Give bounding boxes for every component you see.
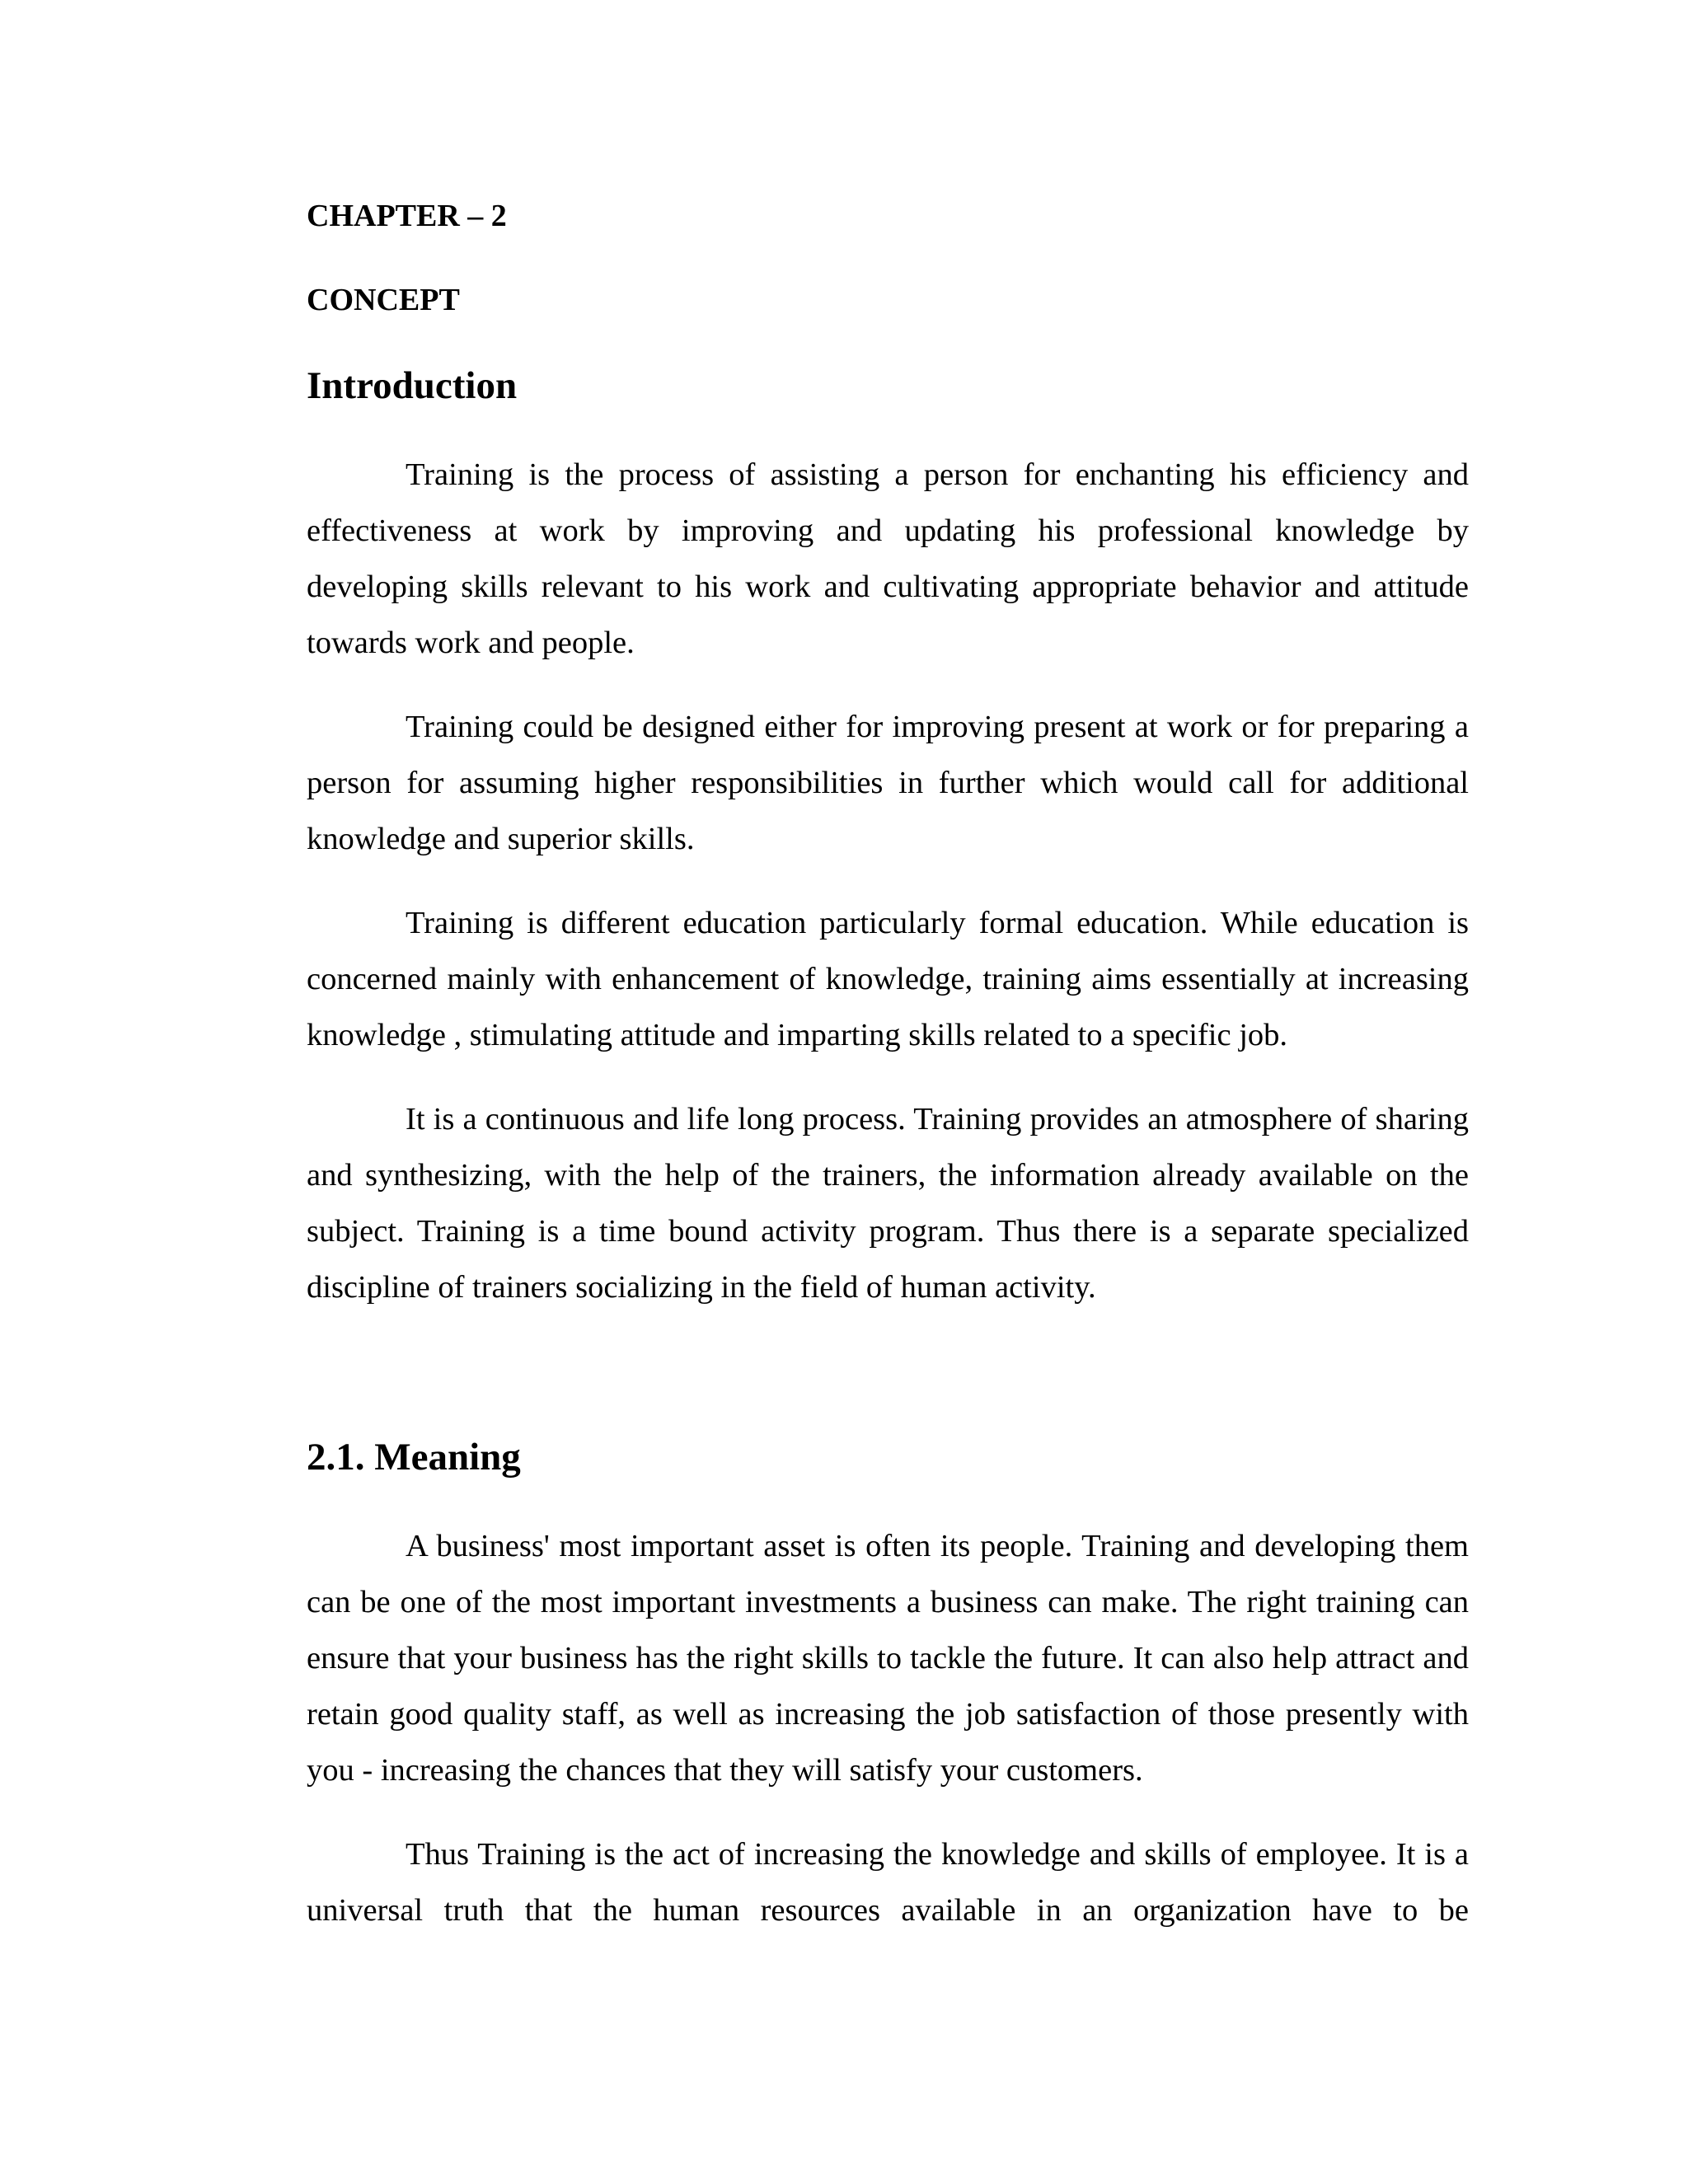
paragraph: Training could be designed either for improving present at work or for preparing a person for assuming higher responsibilities in further which would call for additional knowledge and superior skills. bbox=[307, 710, 1469, 856]
paragraph: Training is different education particularly formal education. While education is concerned mainly with enhancement of knowledge, training aims essentially at increasing knowledge , stimulating attitude and imparting skills related to a specific job. bbox=[307, 906, 1469, 1052]
paragraph: A business' most important asset is often its people. Training and developing them can be one of the most important investments a business can make. The right training can ensure that your business has the right skills to tackle the future. It can also help attract and retain good quality staff, as well as increasing the job satisfaction of those presently with you - increasing the chances that they will satisfy your customers. bbox=[307, 1529, 1469, 1788]
paragraph: It is a continuous and life long process. Training provides an atmosphere of sharing and synthesizing, with the help of the trainers, the information already available on the subject. Training is a time bound activity program. Thus there is a separate specialized discipline of trainers socializing in the field of human activity. bbox=[307, 1102, 1469, 1305]
chapter-title: CONCEPT bbox=[307, 283, 460, 317]
chapter-label: CHAPTER – 2 bbox=[307, 199, 507, 233]
paragraph: Training is the process of assisting a person for enchanting his efficiency and effectiveness at work by improving and updating his professional knowledge by developing skills relevant to his work and cultivating appropriate behavior and attitude towards work and people. bbox=[307, 457, 1469, 660]
paragraph: Thus Training is the act of increasing the knowledge and skills of employee. It is a universal truth that the human resources available in an organization have to be bbox=[307, 1837, 1469, 1928]
section-heading-introduction: Introduction bbox=[307, 364, 518, 407]
section-heading-meaning: 2.1. Meaning bbox=[307, 1436, 521, 1479]
